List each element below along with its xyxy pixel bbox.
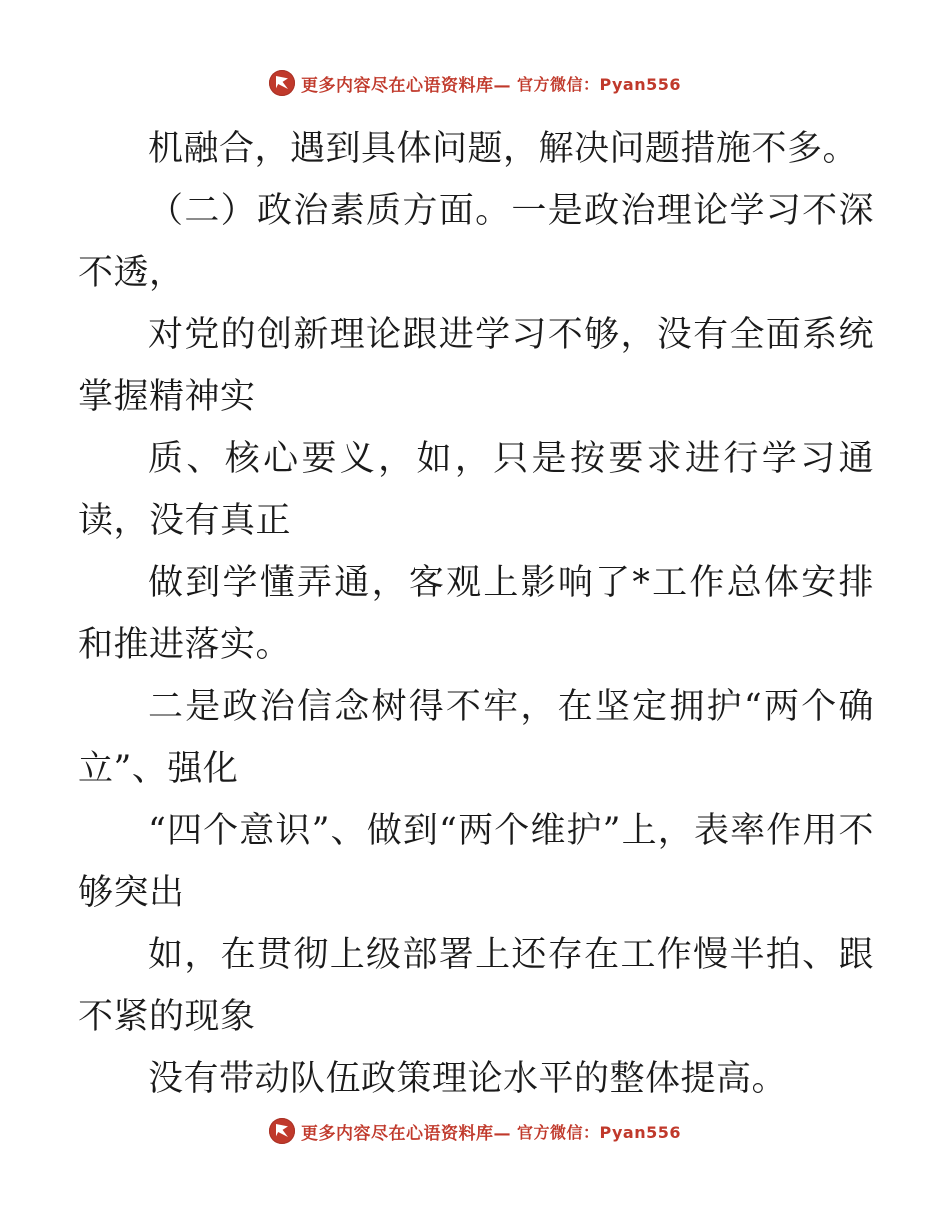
paragraph: 如，在贯彻上级部署上还存在工作慢半拍、跟不紧的现象 — [78, 935, 874, 1037]
star-badge-icon — [269, 1118, 295, 1144]
watermark-sub-text: 官方微信：Pyan556 — [516, 74, 682, 94]
paragraph: 做到学懂弄通，客观上影响了*工作总体安排和推进落实。 — [78, 563, 874, 665]
paragraph: 二是政治信念树得不牢，在坚定拥护“两个确立”、强化 — [78, 687, 874, 789]
paragraph: 机融合，遇到具体问题，解决问题措施不多。 — [148, 129, 859, 169]
star-badge-icon — [269, 70, 295, 96]
watermark-bottom — [0, 1118, 950, 1144]
paragraph: 对党的创新理论跟进学习不够，没有全面系统掌握精神实 — [78, 315, 874, 417]
paragraph: 没有带动队伍政策理论水平的整体提高。 — [148, 1059, 788, 1099]
paragraph: （二）政治素质方面。一是政治理论学习不深不透， — [78, 191, 874, 293]
watermark-main-text: 更多内容尽在心语资料库— — [300, 75, 511, 96]
watermark-top — [0, 70, 950, 96]
paragraph: 质、核心要义，如，只是按要求进行学习通读，没有真正 — [78, 439, 874, 541]
watermark-main-text: 更多内容尽在心语资料库— — [300, 1123, 511, 1144]
document-body — [78, 118, 874, 1110]
paragraph: “四个意识”、做到“两个维护”上，表率作用不够突出 — [78, 811, 874, 913]
watermark-sub-text: 官方微信：Pyan556 — [516, 1122, 682, 1142]
